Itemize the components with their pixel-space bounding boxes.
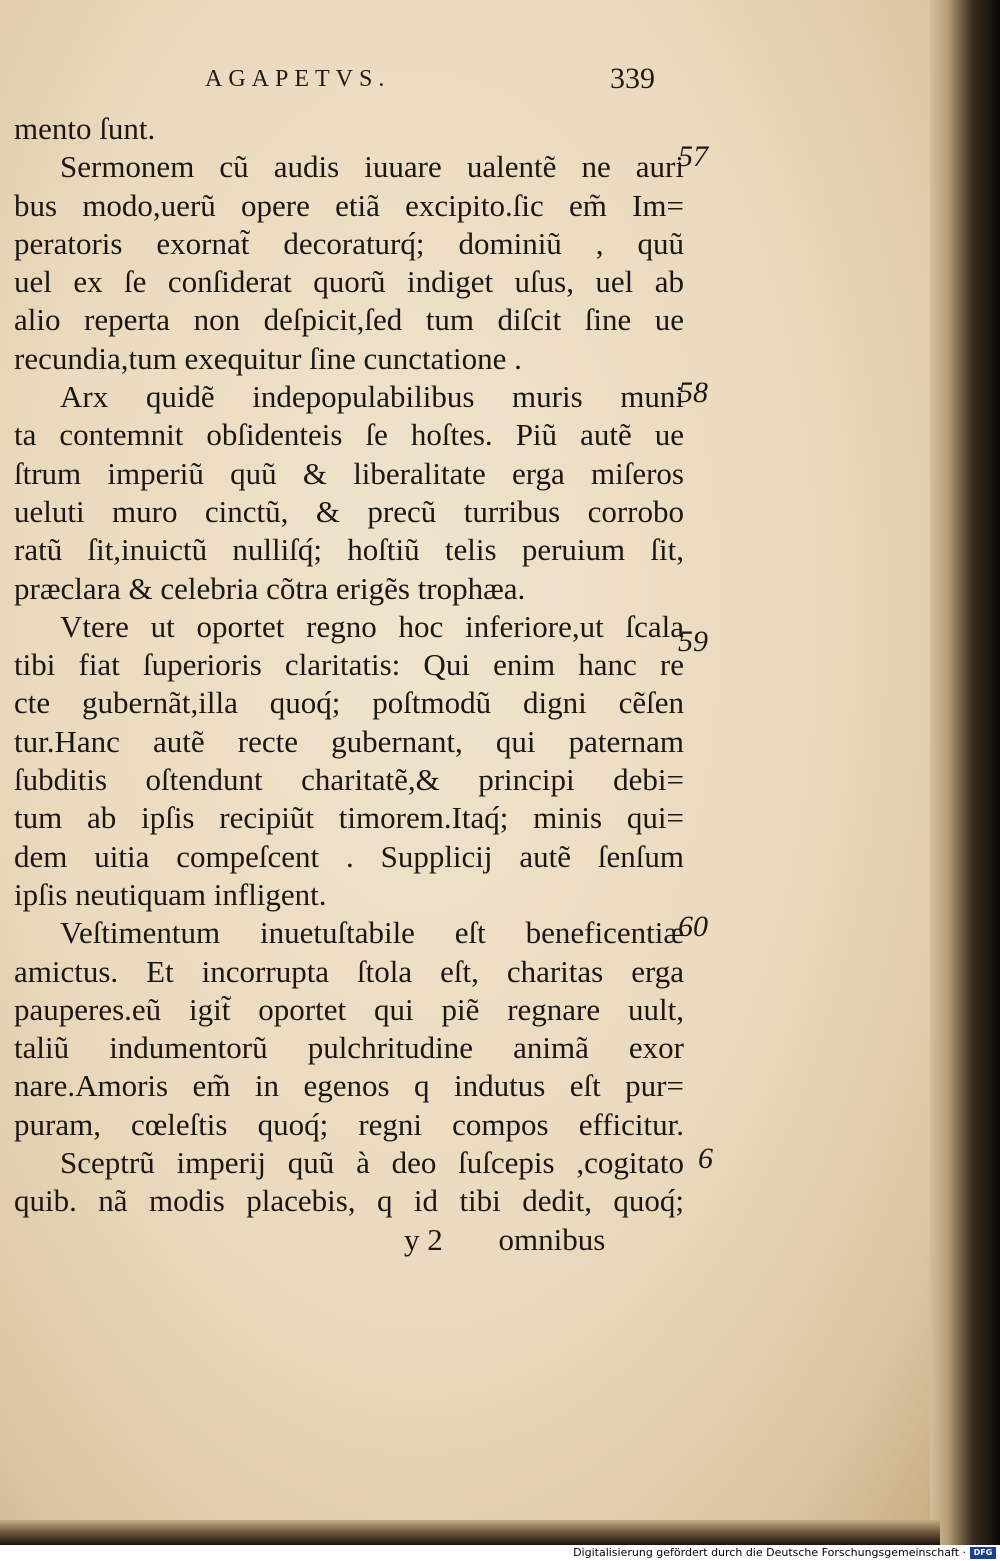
running-head: AGAPETVS. [205,66,391,92]
funding-notice: Digitalisierung gefördert durch die Deutsche Forschungsgemeinschaft · [573,1546,966,1559]
text-line: recundia,tum exequitur ſine cunctatione . [14,340,522,376]
text-line: pauperes.eũ igit̃ oportet qui piẽ regnare uult, [14,991,684,1027]
text-line: ueluti muro cinctũ, & precũ turribus corrobo [14,493,684,529]
page-edge-bottom [0,1520,940,1545]
text-line: Veſtimentum inuetuſtabile eſt beneficentiæ [60,915,684,951]
text-line: tibi fiat ſuperioris claritatis: Qui enim hanc re [14,647,684,683]
text-line: ipſis neutiquam infligent. [14,876,327,912]
text-line: Arx quidẽ indepopulabilibus muris muni [60,379,684,415]
page-number: 339 [610,62,655,95]
text-line: amictus. Et incorrupta ſtola eſt, charitas erga [14,953,684,989]
text-line: quib. nã modis placebis, q id tibi dedit, quoq́; [14,1183,684,1219]
text-line: Vtere ut oportet regno hoc inferiore,ut ſcala [60,608,684,644]
text-line: præclara & celebria cõtra erigẽs trophæa. [14,570,526,606]
text-line: uel ex ſe conſiderat quorũ indiget uſus, uel ab [14,264,684,300]
text-line: puram, cœleſtis quoq́; regni compos efficitur. [14,1106,684,1142]
text-line: Sceptrũ imperij quũ à deo ſuſcepis ,cogitato [60,1145,684,1181]
text-line: peratoris exornat̃ decoraturq́; dominiũ , quũ [14,225,684,261]
dfg-logo: DFG [970,1547,996,1559]
text-line: Sermonem cũ audis iuuare ualentẽ ne auri [60,149,684,185]
text-line: nare.Amoris em̃ in egenos q indutus eſt pur= [14,1068,684,1104]
text-line: ſtrum imperiũ quũ & liberalitate erga miſeros [14,455,684,491]
text-line: cte gubernãt,illa quoq́; poſtmodũ digni cẽſen [14,685,684,721]
text-line: ratũ ſit,inuictũ nulliſq́; hoſtiũ telis peruium ſit, [14,532,684,568]
margin-number: 57 [678,140,708,173]
margin-number: 59 [678,625,708,658]
page-edge-right [930,0,1000,1545]
text-line: tum ab ipſis recipiũt timorem.Itaq́; minis qui= [14,800,684,836]
body-text [14,110,684,1259]
text-line: alio reperta non deſpicit,ſed tum diſcit ſine ue [14,302,684,338]
text-line: taliũ indumentorũ pulchritudine animã exor [14,1030,684,1066]
margin-number: 60 [678,910,708,943]
text-line: dem uitia compeſcent . Supplicij autẽ ſenſum [14,838,684,874]
signature-mark: y 2 [404,1221,443,1257]
page-header [205,62,675,112]
margin-number: 6 [698,1142,713,1175]
text-line: tur.Hanc autẽ recte gubernant, qui paternam [14,723,684,759]
text-line: mento ſunt. [14,111,156,146]
text-line: ſubditis oſtendunt charitatẽ,& principi debi= [14,762,684,798]
text-line: ta contemnit obſidenteis ſe hoſtes. Piũ autẽ ue [14,417,684,453]
text-line: bus modo,uerũ opere etiã excipito.ſic em̃ Im= [14,187,684,223]
signature-line [14,1221,684,1259]
catchword: omnibus [498,1221,606,1257]
margin-number: 58 [678,376,708,409]
